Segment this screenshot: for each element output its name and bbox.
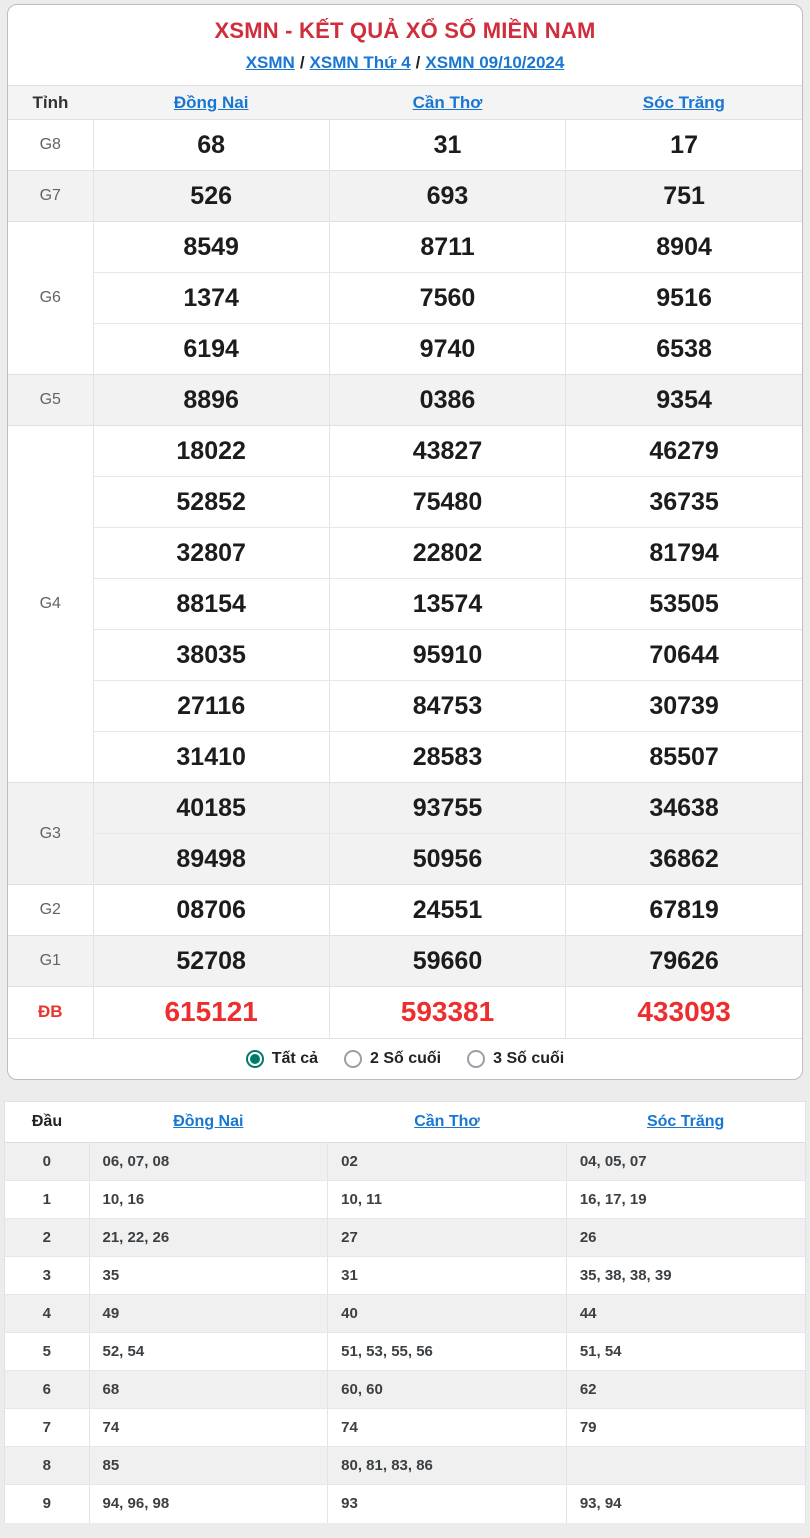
result-row (8, 273, 802, 324)
result-number: 52852 (93, 477, 329, 528)
prize-label: G1 (8, 936, 93, 987)
result-number: 84753 (329, 681, 565, 732)
head-digit-card (4, 1101, 806, 1523)
result-row (8, 171, 802, 222)
result-number: 18022 (93, 426, 329, 477)
head-values: 94, 96, 98 (89, 1485, 328, 1523)
digit-label: 6 (5, 1371, 89, 1409)
result-number: 38035 (93, 630, 329, 681)
result-number: 8711 (329, 222, 565, 273)
result-row (8, 834, 802, 885)
result-row (8, 324, 802, 375)
breadcrumb-link[interactable]: XSMN 09/10/2024 (425, 53, 565, 72)
result-number: 6538 (566, 324, 802, 375)
result-number: 59660 (329, 936, 565, 987)
head-values: 44 (566, 1295, 805, 1333)
result-number: 17 (566, 120, 802, 171)
breadcrumb-link[interactable]: XSMN (245, 53, 295, 72)
head-column-link-can-tho[interactable]: Cần Thơ (414, 1112, 480, 1130)
result-number: 36735 (566, 477, 802, 528)
radio-selected-icon (246, 1050, 264, 1068)
results-header-row (8, 86, 802, 120)
head-row (5, 1295, 805, 1333)
result-number: 13574 (329, 579, 565, 630)
result-row (8, 120, 802, 171)
filter-radio-label: Tất cả (271, 1049, 318, 1067)
head-values: 16, 17, 19 (566, 1181, 805, 1219)
digit-label: 5 (42, 1343, 51, 1360)
result-row (8, 681, 802, 732)
breadcrumb (8, 53, 802, 73)
head-header-row (5, 1102, 805, 1143)
result-row (8, 885, 802, 936)
result-number: 43827 (329, 426, 565, 477)
prize-label: G2 (8, 885, 93, 936)
head-values: 26 (566, 1219, 805, 1257)
result-number: 751 (566, 171, 802, 222)
digit-label: 4 (5, 1295, 89, 1333)
result-number: 36862 (566, 834, 802, 885)
head-row (5, 1409, 805, 1447)
digit-label: 8 (5, 1447, 89, 1485)
result-number: 53505 (566, 579, 802, 630)
head-row (5, 1219, 805, 1257)
result-number: 24551 (329, 885, 565, 936)
prize-label: G4 (8, 426, 93, 783)
result-number: 0386 (329, 375, 565, 426)
head-digit-table (5, 1102, 805, 1523)
digit-label: 1 (42, 1191, 51, 1208)
head-column-link-soc-trang[interactable]: Sóc Trăng (646, 1112, 725, 1130)
result-filter-group (8, 1038, 802, 1079)
result-number: 08706 (93, 885, 329, 936)
special-prize-number: 615121 (93, 987, 329, 1038)
special-prize-number: 433093 (566, 987, 802, 1038)
head-row (5, 1447, 805, 1485)
prize-label: G7 (8, 171, 93, 222)
result-number: 9740 (329, 324, 565, 375)
head-values: 93 (328, 1485, 567, 1523)
prize-label: G8 (8, 120, 93, 171)
digit-label: 9 (42, 1495, 51, 1513)
result-row (8, 375, 802, 426)
result-number: 28583 (329, 732, 565, 783)
head-values: 02 (328, 1143, 567, 1181)
result-row (8, 783, 802, 834)
result-number: 30739 (566, 681, 802, 732)
head-row (5, 1485, 805, 1523)
result-number: 79626 (566, 936, 802, 987)
radio-dot (471, 1054, 481, 1064)
corner-label: Tỉnh (8, 86, 93, 120)
head-values: 62 (566, 1371, 805, 1409)
head-corner-label: Đầu (5, 1102, 89, 1143)
result-number: 22802 (329, 528, 565, 579)
head-values: 60, 60 (328, 1371, 567, 1409)
head-values: 21, 22, 26 (89, 1219, 328, 1257)
result-number: 85507 (566, 732, 802, 783)
head-values: 35 (89, 1257, 328, 1295)
result-number: 95910 (329, 630, 565, 681)
column-link-can-tho[interactable]: Cần Thơ (412, 92, 483, 112)
results-table (8, 85, 802, 1038)
radio-dot (348, 1054, 358, 1064)
head-values: 85 (89, 1447, 328, 1485)
head-row (5, 1181, 805, 1219)
head-values: 10, 16 (89, 1181, 328, 1219)
result-number: 31410 (93, 732, 329, 783)
result-number: 9354 (566, 375, 802, 426)
result-number: 693 (329, 171, 565, 222)
head-values: 27 (328, 1219, 567, 1257)
head-values: 80, 81, 83, 86 (328, 1447, 567, 1485)
head-values: 74 (328, 1409, 567, 1447)
result-number: 46279 (566, 426, 802, 477)
result-row (8, 579, 802, 630)
results-card (7, 4, 803, 1080)
result-number: 32807 (93, 528, 329, 579)
head-values: 68 (89, 1371, 328, 1409)
radio-unselected-icon (467, 1050, 485, 1068)
result-number: 75480 (329, 477, 565, 528)
result-number: 9516 (566, 273, 802, 324)
head-row (5, 1257, 805, 1295)
head-values: 06, 07, 08 (89, 1143, 328, 1181)
result-number: 81794 (566, 528, 802, 579)
result-number: 526 (93, 171, 329, 222)
page-title: XSMN - KẾT QUẢ XỔ SỐ MIỀN NAM (214, 18, 596, 43)
result-row (8, 630, 802, 681)
filter-radio-label: 3 Số cuối (493, 1049, 565, 1067)
result-row (8, 426, 802, 477)
result-number: 50956 (329, 834, 565, 885)
radio-dot (250, 1054, 260, 1064)
breadcrumb-separator: / (299, 53, 305, 72)
breadcrumb-separator: / (415, 53, 421, 72)
head-values (566, 1447, 805, 1485)
special-prize-label: ĐB (8, 987, 93, 1038)
radio-unselected-icon (344, 1050, 362, 1068)
head-values: 79 (566, 1409, 805, 1447)
column-link-soc-trang[interactable]: Sóc Trăng (642, 92, 725, 112)
filter-radio-2-số-cuối[interactable] (344, 1050, 441, 1068)
breadcrumb-link[interactable]: XSMN Thứ 4 (309, 53, 411, 72)
result-number: 93755 (329, 783, 565, 834)
head-values: 51, 54 (566, 1333, 805, 1371)
head-row (5, 1333, 805, 1371)
result-number: 67819 (566, 885, 802, 936)
prize-label: G3 (8, 783, 93, 885)
digit-label: 7 (42, 1419, 51, 1436)
result-number: 34638 (566, 783, 802, 834)
head-row (5, 1143, 805, 1181)
head-values: 51, 53, 55, 56 (328, 1333, 567, 1371)
result-number: 88154 (93, 579, 329, 630)
result-number: 40185 (93, 783, 329, 834)
result-number: 8904 (566, 222, 802, 273)
digit-label: 3 (42, 1267, 51, 1284)
result-number: 6194 (93, 324, 329, 375)
prize-label: G6 (8, 222, 93, 375)
head-row (5, 1371, 805, 1409)
filter-radio-3-số-cuối[interactable] (467, 1050, 564, 1068)
result-number: 52708 (93, 936, 329, 987)
head-values: 40 (328, 1295, 567, 1333)
prize-label: G5 (8, 375, 93, 426)
result-row (8, 477, 802, 528)
digit-label: 2 (5, 1219, 89, 1257)
head-column-link-dong-nai[interactable]: Đồng Nai (173, 1112, 244, 1130)
filter-radio-label: 2 Số cuối (370, 1049, 442, 1067)
head-values: 52, 54 (89, 1333, 328, 1371)
result-number: 68 (93, 120, 329, 171)
result-row (8, 936, 802, 987)
result-number: 70644 (566, 630, 802, 681)
column-link-dong-nai[interactable]: Đồng Nai (173, 92, 249, 112)
head-values: 31 (328, 1257, 567, 1295)
result-number: 1374 (93, 273, 329, 324)
result-number: 31 (329, 120, 565, 171)
result-number: 89498 (93, 834, 329, 885)
filter-radio-tất-cả[interactable] (246, 1050, 318, 1068)
digit-label: 0 (5, 1143, 89, 1181)
result-number: 7560 (329, 273, 565, 324)
result-row (8, 528, 802, 579)
result-row (8, 987, 802, 1038)
result-number: 8896 (93, 375, 329, 426)
special-prize-number: 593381 (329, 987, 565, 1038)
result-number: 8549 (93, 222, 329, 273)
head-values: 93, 94 (566, 1485, 805, 1523)
result-row (8, 222, 802, 273)
head-values: 49 (89, 1295, 328, 1333)
result-row (8, 732, 802, 783)
head-values: 74 (89, 1409, 328, 1447)
head-values: 04, 05, 07 (566, 1143, 805, 1181)
head-values: 10, 11 (328, 1181, 567, 1219)
result-number: 27116 (93, 681, 329, 732)
head-values: 35, 38, 38, 39 (566, 1257, 805, 1295)
